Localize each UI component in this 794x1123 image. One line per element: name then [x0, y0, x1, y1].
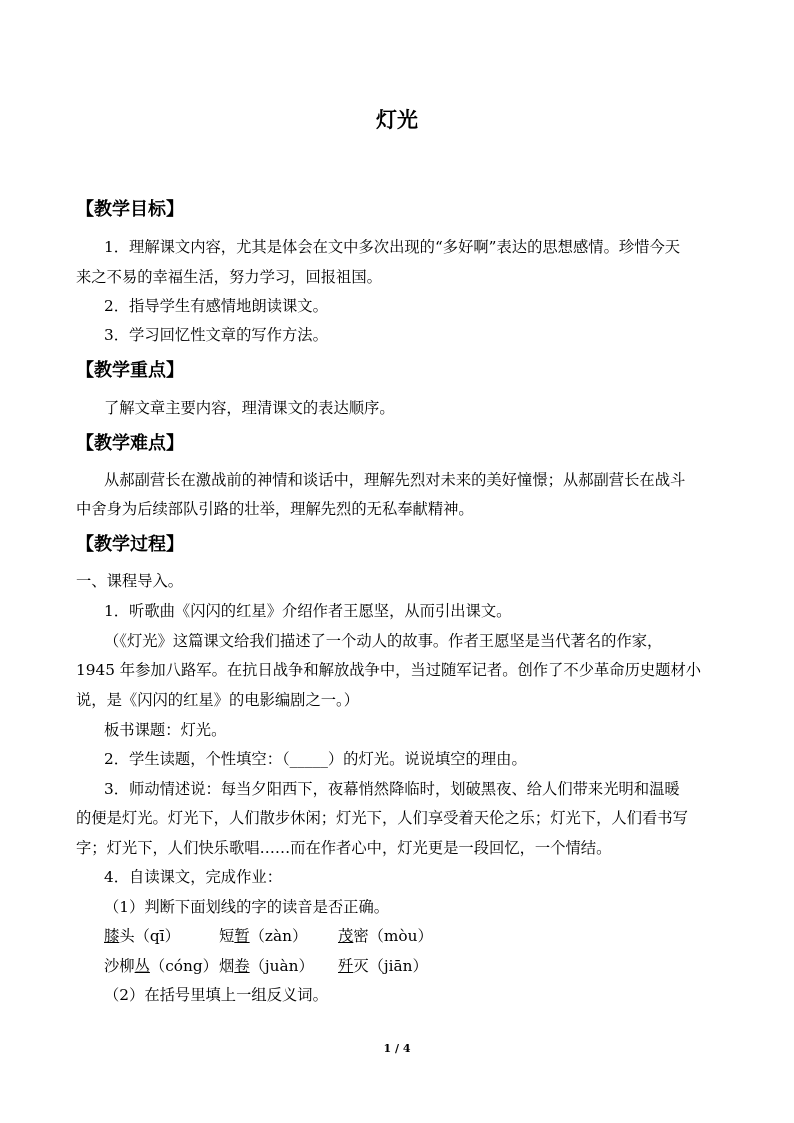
process-part-1: 一、课程导入。	[76, 572, 184, 590]
word-item: 短暂（zàn）	[219, 927, 308, 945]
process-p3: 板书课题：灯光。	[104, 721, 227, 739]
goal-2: 2．指导学生有感情地朗读课文。	[104, 297, 328, 315]
process-p2-line-2: 1945 年参加八路军。在抗日战争和解放战争中，当过随军记者。创作了不少革命历史题材小	[76, 661, 702, 679]
goal-3: 3．学习回忆性文章的写作方法。	[104, 326, 328, 344]
underlined-char: 膝	[104, 927, 120, 945]
key-text: 了解文章主要内容，理清课文的表达顺序。	[104, 399, 395, 417]
process-p2-line-3: 说，是《闪闪的红星》的电影编剧之一。）	[76, 691, 359, 709]
word-item: 歼灭（jiān）	[338, 957, 428, 975]
process-p2-line-1: （《灯光》这篇课文给我们描述了一个动人的故事。作者王愿坚是当代著名的作家，	[104, 632, 663, 650]
process-p5-line-1: 3．师动情述说：每当夕阳西下，夜幕悄然降临时，划破黑夜、给人们带来光明和温暖	[104, 780, 680, 798]
process-p8: （2）在括号里填上一组反义词。	[104, 986, 328, 1004]
process-p1: 1．听歌曲《闪闪的红星》介绍作者王愿坚，从而引出课文。	[104, 602, 512, 620]
section-heading-key: 【教学重点】	[76, 360, 184, 381]
underlined-char: 歼	[338, 957, 354, 975]
underlined-char: 丛	[134, 957, 150, 975]
underlined-char: 茂	[338, 927, 354, 945]
process-p4: 2．学生读题，个性填空：（_____）的灯光。说说填空的理由。	[104, 750, 527, 768]
goal-1-line-2: 来之不易的幸福生活，努力学习，回报祖国。	[76, 268, 382, 286]
word-item: 烟卷（juàn）	[219, 957, 314, 975]
difficulty-line-2: 中舍身为后续部队引路的壮举，理解先烈的无私奉献精神。	[76, 500, 474, 518]
process-p5-line-2: 的便是灯光。灯光下，人们散步休闲；灯光下，人们享受着天伦之乐；灯光下，人们看书写	[76, 809, 688, 827]
difficulty-line-1: 从郝副营长在激战前的神情和谈话中，理解先烈对未来的美好憧憬；从郝副营长在战斗	[104, 471, 686, 489]
section-heading-goals: 【教学目标】	[76, 199, 184, 220]
section-heading-difficulty: 【教学难点】	[76, 433, 184, 454]
word-item: 茂密（mòu）	[338, 927, 433, 945]
goal-1-line-1: 1．理解课文内容，尤其是体会在文中多次出现的“多好啊”表达的思想感情。珍惜今天	[104, 238, 681, 256]
section-heading-process: 【教学过程】	[76, 534, 184, 555]
process-p5-line-3: 字；灯光下，人们快乐歌唱……而在作者心中，灯光更是一段回忆，一个情结。	[76, 839, 612, 857]
process-p7: （1）判断下面划线的字的读音是否正确。	[104, 898, 390, 916]
process-p6: 4．自读课文，完成作业：	[104, 868, 282, 886]
page-title: 灯光	[376, 107, 418, 132]
word-item: 膝头（qī）	[104, 927, 180, 945]
underlined-char: 暂	[234, 927, 250, 945]
page-number: 1 / 4	[383, 1042, 411, 1055]
word-item: 沙柳丛（cóng）	[104, 957, 218, 975]
underlined-char: 卷	[234, 957, 250, 975]
